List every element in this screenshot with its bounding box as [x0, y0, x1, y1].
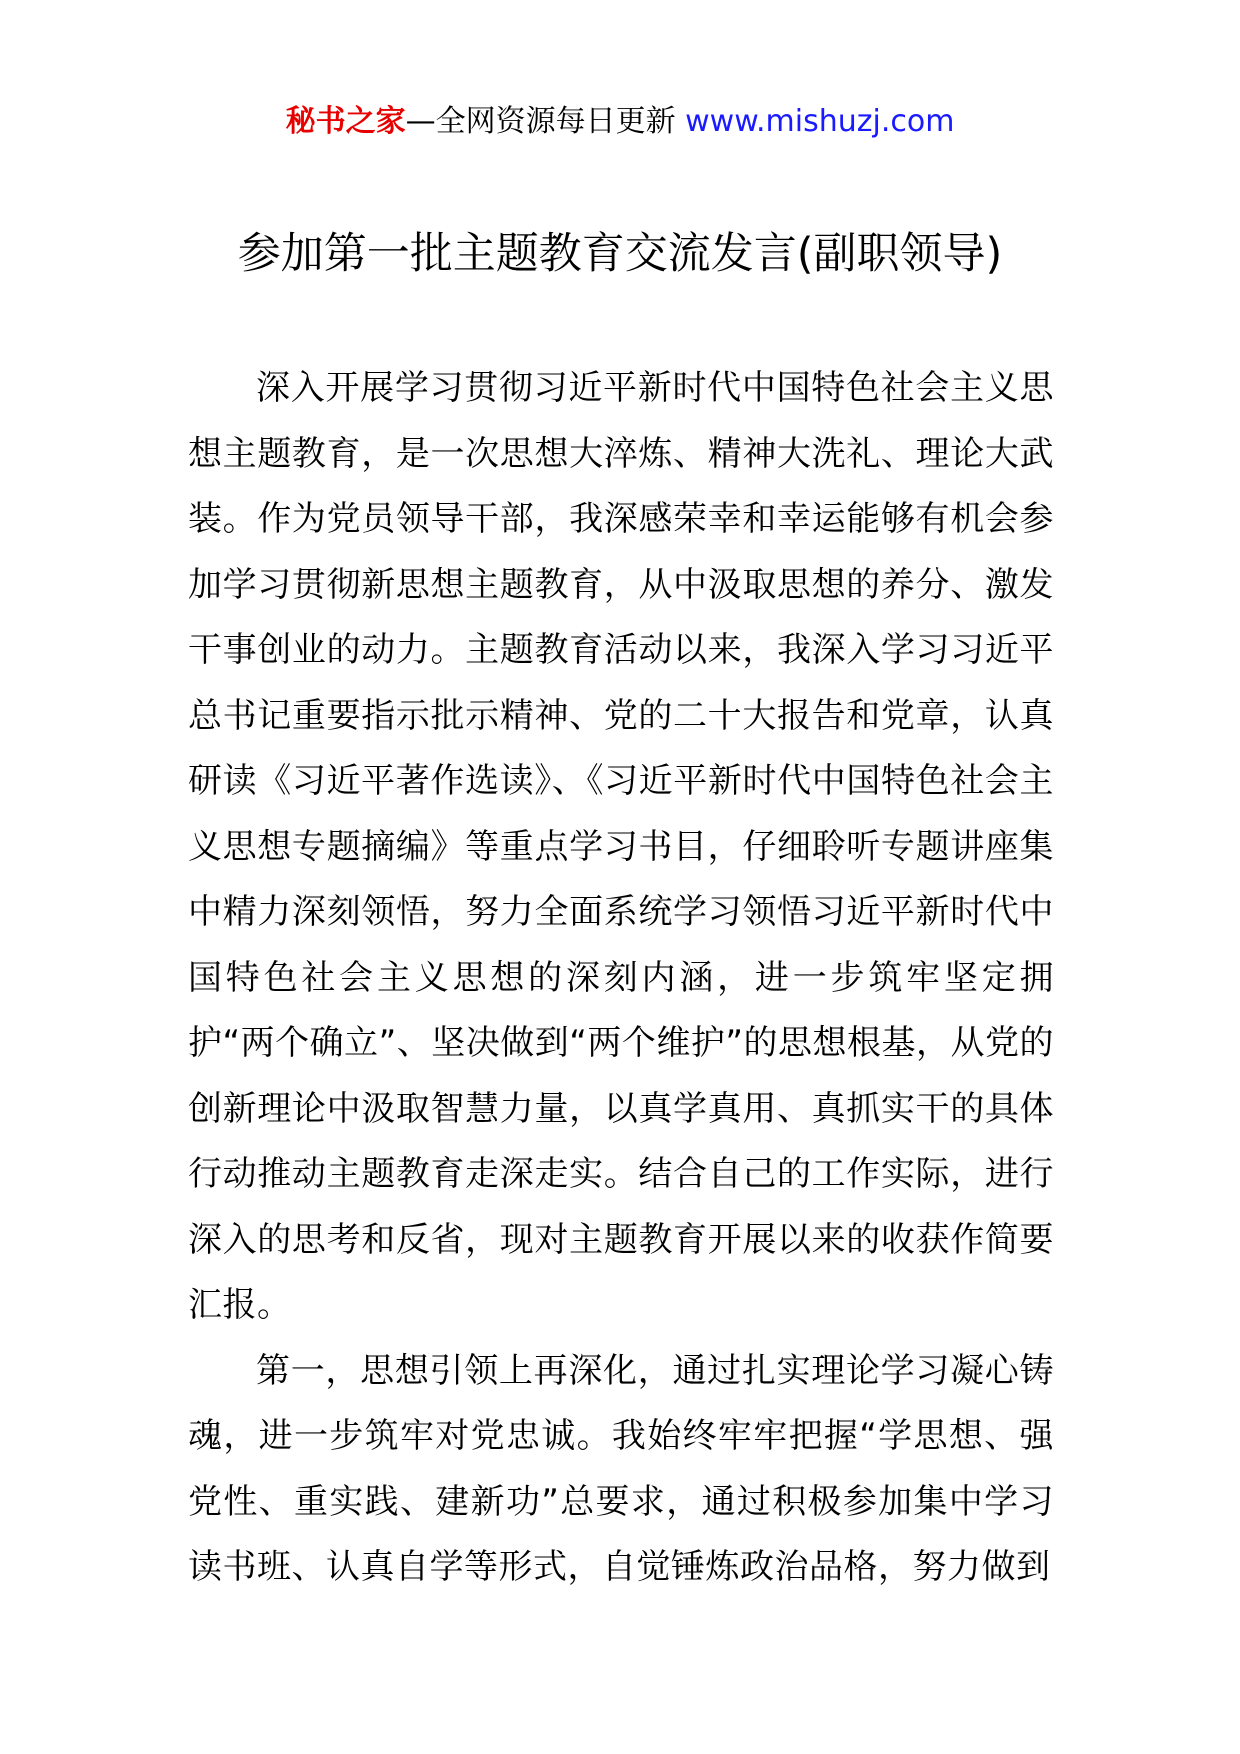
- document-title: 参加第一批主题教育交流发言(副职领导): [237, 229, 1003, 279]
- document-body: [188, 356, 1054, 1601]
- site-brand: 秘书之家: [285, 104, 406, 139]
- site-header: [0, 100, 1240, 144]
- paragraph-first-point: 第一，思想引领上再深化，通过扎实理论学习凝心铸魂，进一步筑牢对党忠诚。我始终牢牢把握“学思想、强党性、重实践、建新功”总要求，通过积极参加集中学习读书班、认真自学等形式，自觉锤炼政治品格，努力做到: [188, 1350, 1054, 1587]
- site-tagline: —全网资源每日更新: [405, 104, 686, 139]
- site-url-link[interactable]: www.mishuzj.com: [685, 104, 955, 139]
- paragraph-intro: 深入开展学习贯彻习近平新时代中国特色社会主义思想主题教育，是一次思想大淬炼、精神大洗礼、理论大武装。作为党员领导干部，我深感荣幸和幸运能够有机会参加学习贯彻新思想主题教育，从中汲取思想的养分、激发干事创业的动力。主题教育活动以来，我深入学习习近平总书记重要指示批示精神、党的二十大报告和党章，认真研读《习近平著作选读》、《习近平新时代中国特色社会主义思想专题摘编》等重点学习书目，仔细聆听专题讲座集中精力深刻领悟，努力全面系统学习领悟习近平新时代中国特色社会主义思想的深刻内涵，进一步筑牢坚定拥护“两个确立”、坚决做到“两个维护”的思想根基，从党的创新理论中汲取智慧力量，以真学真用、真抓实干的具体行动推动主题教育走深走实。结合自己的工作实际，进行深入的思考和反省，现对主题教育开展以来的收获作简要汇报。: [188, 368, 1054, 1325]
